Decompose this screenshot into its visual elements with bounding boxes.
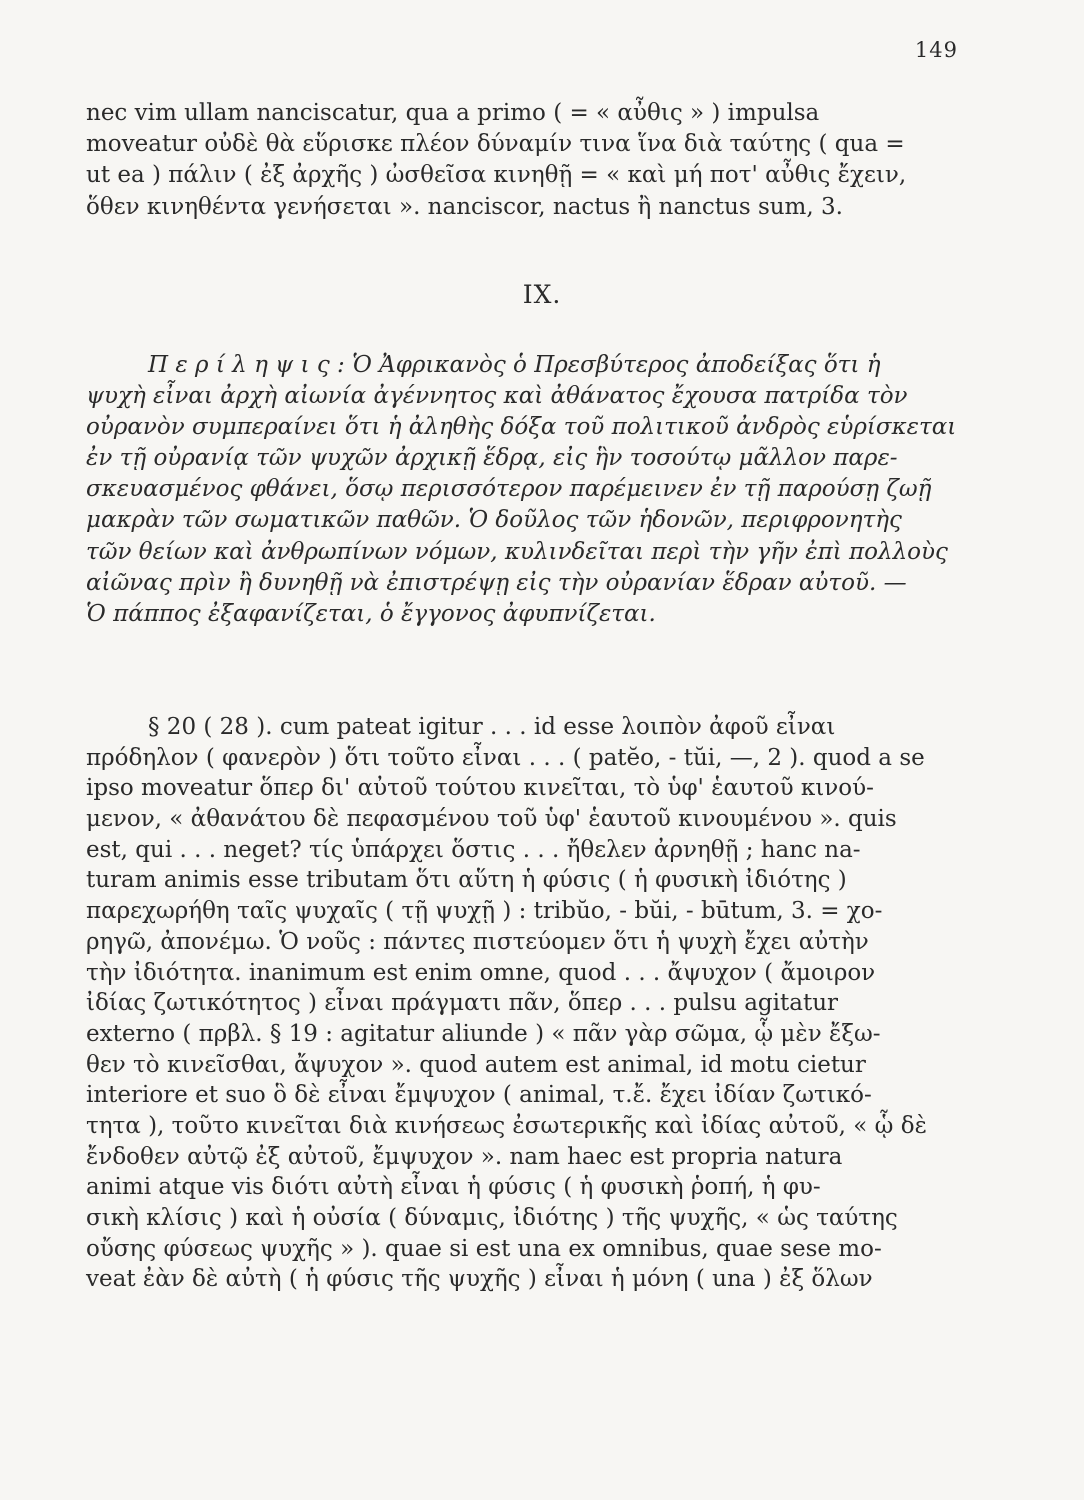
- page-number: 149: [914, 38, 958, 62]
- text-line: ρηγῶ, ἀπονέμω. Ὁ νοῦς : πάντες πιστεύομεν ὅτι ἡ ψυχὴ ἔχει αὐτὴν: [86, 928, 869, 955]
- text-line: μενον, « ἀθανάτου δὲ πεφασμένου τοῦ ὑφ' ἑαυτοῦ κινουμένου ». quis: [86, 806, 897, 833]
- text-line: πρόδηλον ( φανερὸν ) ὅτι τοῦτο εἶναι . . . ( patĕo, - tŭi, —, 2 ). quod a se: [86, 744, 925, 771]
- text-line: οὐρανὸν συμπεραίνει ὅτι ἡ ἀληθὴς δόξα τοῦ πολιτικοῦ ἀνδρὸς εὑρίσκεται: [86, 414, 957, 441]
- text-line: Π ε ρ ί λ η ψ ι ς : Ὁ Ἀφρικανὸς ὁ Πρεσβύτερος ἀποδείξας ὅτι ἡ: [148, 352, 881, 378]
- text-line: § 20 ( 28 ). cum pateat igitur . . . id esse λοιπὸν ἀφοῦ εἶναι: [148, 714, 836, 740]
- text-line: ὅθεν κινηθέντα γενήσεται ». nanciscor, nactus ἢ nanctus sum, 3.: [86, 193, 843, 220]
- text-line: ipso moveatur ὅπερ δι' αὐτοῦ τούτου κινεῖται, τὸ ὑφ' ἑαυτοῦ κινού-: [86, 775, 874, 802]
- text-line: nec vim ullam nanciscatur, qua a primo ( = « αὖθις » ) impulsa: [86, 100, 820, 126]
- text-line: ἰδίας ζωτικότητος ) εἶναι πράγματι πᾶν, ὅπερ . . . pulsu agitatur: [86, 990, 839, 1017]
- text-line: est, qui . . . neget? τίς ὑπάρχει ὅστις . . . ἤθελεν ἀρνηθῇ ; hanc na-: [86, 836, 861, 863]
- text-line: animi atque vis διότι αὐτὴ εἶναι ἡ φύσις ( ἡ φυσικὴ ῥοπή, ἡ φυ-: [86, 1174, 821, 1201]
- text-line: τῶν θείων καὶ ἀνθρωπίνων νόμων, κυλινδεῖται περὶ τὴν γῆν ἐπὶ πολλοὺς: [86, 538, 948, 565]
- text-line: externo ( πρβλ. § 19 : agitatur aliunde ) « πᾶν γὰρ σῶμα, ᾧ μὲν ἔξω-: [86, 1020, 881, 1047]
- text-line: turam animis esse tributam ὅτι αὕτη ἡ φύσις ( ἡ φυσικὴ ἰδιότης ): [86, 867, 847, 894]
- text-line: θεν τὸ κινεῖσθαι, ἄψυχον ». quod autem est animal, id motu cietur: [86, 1051, 866, 1078]
- text-line: ἔνδοθεν αὐτῷ ἐξ αὐτοῦ, ἔμψυχον ». nam haec est propria natura: [86, 1143, 843, 1170]
- text-line: ἐν τῇ οὐρανίᾳ τῶν ψυχῶν ἀρχικῇ ἕδρᾳ, εἰς ἣν τοσούτῳ μᾶλλον παρε-: [86, 445, 898, 472]
- top-paragraph: [86, 98, 962, 223]
- text-line: τητα ), τοῦτο κινεῖται διὰ κινήσεως ἐσωτερικῆς καὶ ἰδίας αὐτοῦ, « ᾧ δὲ: [86, 1112, 927, 1139]
- text-line: οὔσης φύσεως ψυχῆς » ). quae si est una ex omnibus, quae sese mo-: [86, 1235, 882, 1262]
- summary-paragraph: [86, 350, 962, 630]
- text-line: moveatur οὐδὲ θὰ εὕρισκε πλέον δύναμίν τινα ἵνα διὰ ταύτης ( qua =: [86, 131, 905, 158]
- text-line: veat ἐὰν δὲ αὐτὴ ( ἡ φύσις τῆς ψυχῆς ) εἶναι ἡ μόνη ( una ) ἐξ ὅλων: [86, 1266, 873, 1293]
- text-line: παρεχωρήθη ταῖς ψυχαῖς ( τῇ ψυχῇ ) : tribŭo, - bŭi, - būtum, 3. = χο-: [86, 898, 883, 925]
- text-line: Ὁ πάππος ἐξαφανίζεται, ὁ ἔγγονος ἀφυπνίζεται.: [86, 600, 656, 627]
- text-line: ψυχὴ εἶναι ἀρχὴ αἰωνία ἀγέννητος καὶ ἀθάνατος ἔχουσα πατρίδα τὸν: [86, 383, 908, 410]
- section-heading: IX.: [522, 280, 562, 309]
- text-line: σικὴ κλίσις ) καὶ ἡ οὐσία ( δύναμις, ἰδιότης ) τῆς ψυχῆς, « ὡς ταύτης: [86, 1205, 898, 1231]
- commentary-paragraph: [86, 712, 962, 1295]
- text-line: τὴν ἰδιότητα. inanimum est enim omne, quod . . . ἄψυχον ( ἄμοιρον: [86, 959, 876, 986]
- text-line: interiore et suo ὃ δὲ εἶναι ἔμψυχον ( animal, τ.ἔ. ἔχει ἰδίαν ζωτικό-: [86, 1082, 872, 1109]
- text-line: αἰῶνας πρὶν ἢ δυνηθῇ νὰ ἐπιστρέψῃ εἰς τὴν οὐρανίαν ἕδραν αὐτοῦ. —: [86, 569, 907, 596]
- text-line: σκευασμένος φθάνει, ὅσῳ περισσότερον παρέμεινεν ἐν τῇ παρούσῃ ζωῇ: [86, 476, 932, 503]
- text-line: μακρὰν τῶν σωματικῶν παθῶν. Ὁ δοῦλος τῶν ἡδονῶν, περιφρονητὴς: [86, 507, 902, 534]
- text-line: ut ea ) πάλιν ( ἐξ ἀρχῆς ) ὠσθεῖσα κινηθῇ = « καὶ μή ποτ' αὖθις ἔχειν,: [86, 162, 907, 189]
